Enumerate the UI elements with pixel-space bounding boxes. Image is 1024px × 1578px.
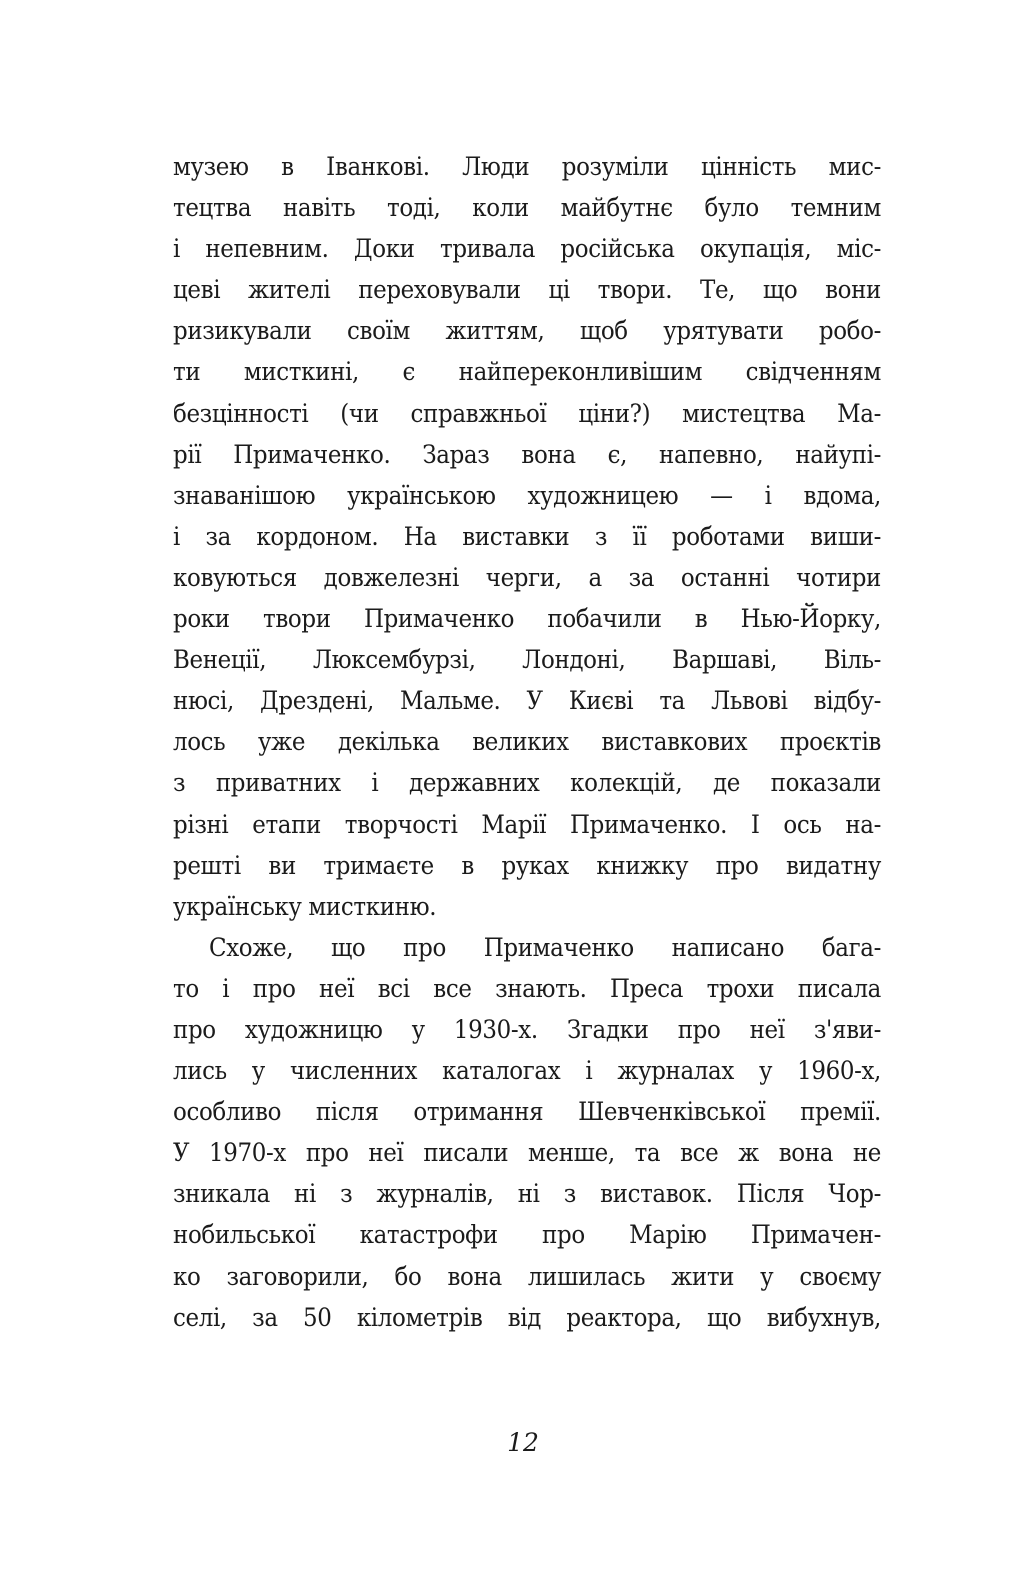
text-line: знаванішою українською художницею — і вдома, [173, 480, 881, 511]
text-line: то і про неї всі все знають. Преса трохи писала [173, 973, 881, 1004]
text-line: ти мисткині, є найпереконливішим свідченням [173, 357, 881, 388]
text-line: цеві жителі переховували ці твори. Те, що вони [173, 275, 881, 306]
text-line: роки твори Примаченко побачили в Нью-Йорку, [173, 604, 881, 635]
paragraph-1 [173, 147, 881, 928]
text-line: лись у численних каталогах і журналах у 1960-х, [173, 1056, 881, 1087]
text-line: нюсі, Дрездені, Мальме. У Києві та Львові відбу- [173, 686, 881, 717]
text-line: і за кордоном. На виставки з її роботами виши- [173, 521, 881, 552]
page-number: 12 [507, 1428, 539, 1457]
text-line: решті ви тримаєте в руках книжку про видатну [173, 850, 881, 881]
text-line: селі, за 50 кілометрів від реактора, що вибухнув, [173, 1302, 881, 1333]
text-line: Венеції, Люксембурзі, Лондоні, Варшаві, Віль- [173, 645, 881, 676]
text-line: з приватних і державних колекцій, де показали [173, 768, 881, 799]
text-line: ко заговорили, бо вона лишилась жити у своєму [173, 1261, 881, 1292]
text-line: різні етапи творчості Марії Примаченко. І ось на- [173, 809, 881, 840]
text-line: нобильської катастрофи про Марію Примачен- [173, 1220, 881, 1251]
text-line: безцінності (чи справжньої ціни?) мистецтва Ма- [173, 398, 881, 429]
text-line: і непевним. Доки тривала російська окупація, міс- [173, 234, 881, 265]
text-line: українську мисткиню. [173, 891, 437, 922]
text-line: про художницю у 1930-х. Згадки про неї з'яви- [173, 1014, 881, 1045]
text-line: У 1970-х про неї писали менше, та все ж вона не [173, 1138, 881, 1169]
body-text [173, 147, 881, 1339]
text-line: Схоже, що про Примаченко написано бага- [209, 932, 881, 963]
text-line: зникала ні з журналів, ні з виставок. Після Чор- [173, 1179, 881, 1210]
text-line: рії Примаченко. Зараз вона є, напевно, найупі- [173, 439, 881, 470]
text-line: тецтва навіть тоді, коли майбутнє було темним [173, 193, 881, 224]
text-line: ризикували своїм життям, щоб урятувати робо- [173, 316, 881, 347]
text-line: музею в Іванкові. Люди розуміли цінність мис- [173, 152, 881, 182]
paragraph-2 [173, 928, 881, 1339]
text-line: лось уже декілька великих виставкових проєктів [173, 727, 881, 758]
text-line: ковуються довжелезні черги, а за останні чотири [173, 562, 881, 593]
text-line: особливо після отримання Шевченківської премії. [173, 1097, 881, 1128]
